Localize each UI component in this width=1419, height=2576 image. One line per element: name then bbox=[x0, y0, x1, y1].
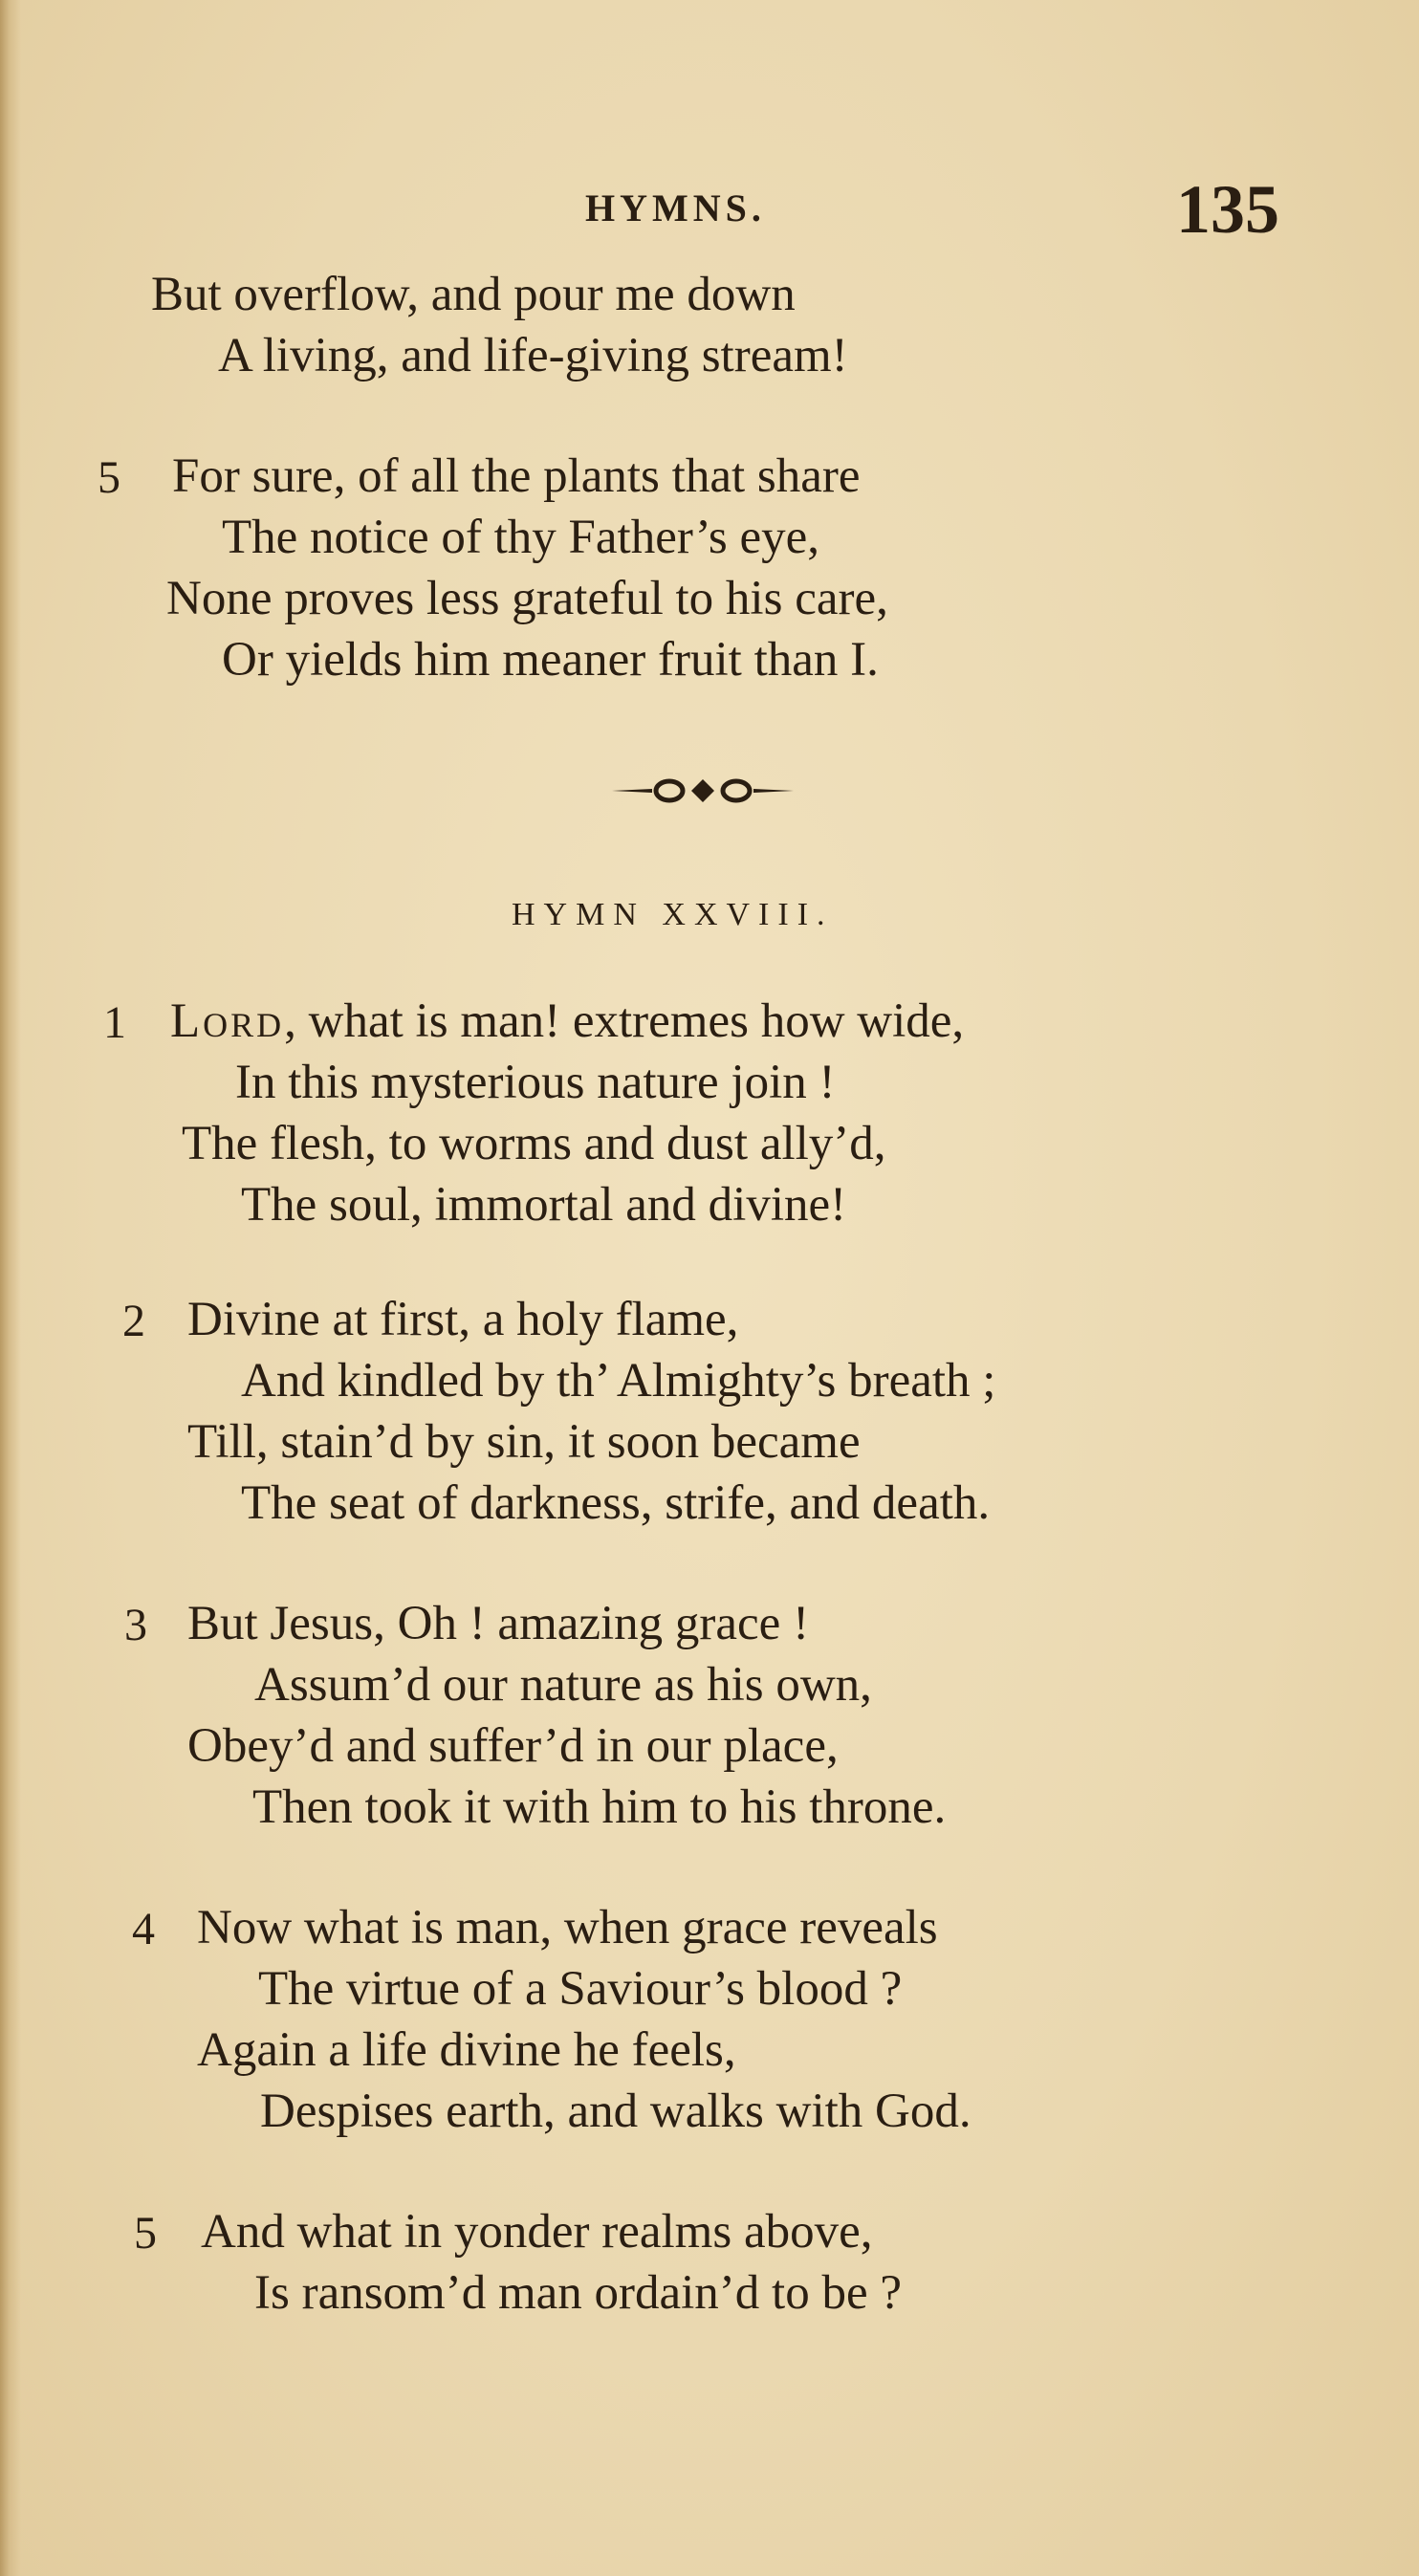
verse-line: The seat of darkness, strife, and death. bbox=[241, 1476, 991, 1530]
opening-word: Lord bbox=[170, 994, 285, 1048]
stanza-number: 5 bbox=[98, 452, 120, 503]
verse-line: The soul, immortal and divine! bbox=[241, 1178, 847, 1232]
binding-edge bbox=[0, 0, 21, 2576]
stanza-number: 2 bbox=[122, 1296, 145, 1346]
ornament-divider-icon bbox=[612, 776, 794, 805]
verse-line: But Jesus, Oh ! amazing grace ! bbox=[187, 1597, 810, 1650]
verse-line: And what in yonder realms above, bbox=[201, 2205, 873, 2259]
verse-line: And kindled by th’ Almighty’s breath ; bbox=[241, 1354, 996, 1408]
stanza-number: 5 bbox=[134, 2208, 157, 2259]
running-head-title: HYMNS. bbox=[585, 186, 766, 229]
verse-line: Obey’d and suffer’d in our place, bbox=[187, 1719, 839, 1773]
verse-line: The virtue of a Saviour’s blood ? bbox=[258, 1962, 903, 2016]
verse-line: Again a life divine he feels, bbox=[197, 2023, 736, 2077]
verse-line: Divine at first, a holy flame, bbox=[187, 1293, 739, 1346]
hymn-heading: HYMN XXVIII. bbox=[512, 897, 834, 932]
verse-line: Or yields him meaner fruit than I. bbox=[222, 633, 879, 687]
running-head bbox=[0, 170, 1419, 247]
verse-line: Now what is man, when grace reveals bbox=[197, 1901, 938, 1954]
verse-line: For sure, of all the plants that share bbox=[172, 449, 861, 503]
verse-line: Despises earth, and walks with God. bbox=[260, 2085, 971, 2138]
verse-line: In this mysterious nature join ! bbox=[235, 1056, 836, 1109]
stanza-number: 4 bbox=[132, 1904, 155, 1954]
stanza-number: 3 bbox=[124, 1600, 147, 1650]
verse-line: A living, and life-giving stream! bbox=[218, 329, 848, 382]
stanza-number: 1 bbox=[103, 997, 126, 1048]
verse-line: None proves less grateful to his care, bbox=[166, 572, 888, 625]
verse-line: Assum’d our nature as his own, bbox=[254, 1658, 872, 1712]
page-number: 135 bbox=[1176, 171, 1279, 248]
verse-line: Then took it with him to his throne. bbox=[252, 1780, 947, 1834]
verse-line: But overflow, and pour me down bbox=[151, 268, 796, 321]
verse-line bbox=[170, 993, 964, 1050]
verse-line: The flesh, to worms and dust ally’d, bbox=[182, 1117, 886, 1170]
verse-line: The notice of thy Father’s eye, bbox=[222, 511, 820, 564]
verse-line: Is ransom’d man ordain’d to be ? bbox=[254, 2266, 902, 2320]
first-line-rest: , what is man! extremes how wide, bbox=[284, 994, 965, 1048]
verse-line: Till, stain’d by sin, it soon became bbox=[187, 1415, 861, 1469]
